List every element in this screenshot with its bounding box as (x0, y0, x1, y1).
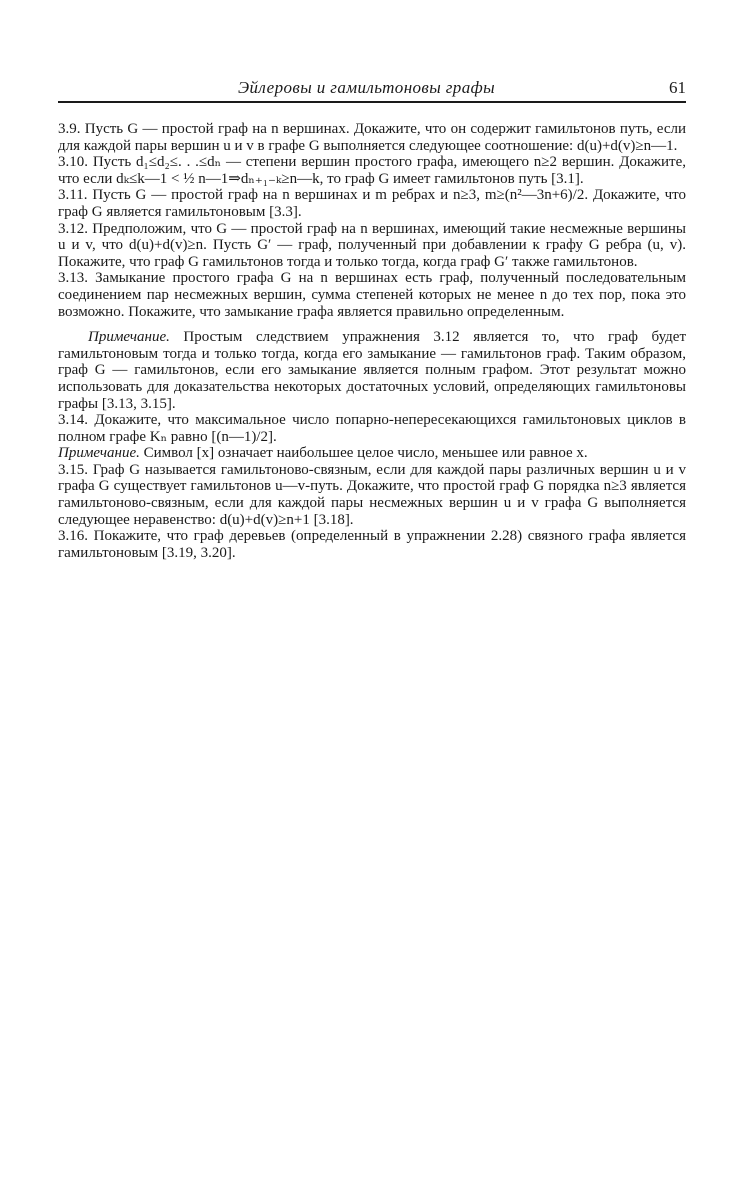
note-paragraph (58, 445, 686, 462)
exercise-number: 3.12. (58, 220, 88, 237)
exercise-text: Предположим, что G — простой граф на n вершинах, имеющий такие несмежные вершины u и v, что d(u)+d(v)≥n. Пусть G′ — граф, полученный при добавлении к графу G ребра (u, v). Покажите, что граф G гамильтонов тогда и только тогда, когда граф G′ также гамильтонов. (58, 220, 686, 270)
exercise-3-9 (58, 121, 686, 154)
note-label: Примечание. (58, 445, 140, 462)
exercise-3-14 (58, 412, 686, 445)
exercise-3-13 (58, 270, 686, 320)
exercise-3-15 (58, 462, 686, 528)
exercise-number: 3.13. (58, 270, 88, 287)
note-text: Простым следствием упражнения 3.12 является то, что граф будет гамильтоновым тогда и только тогда, когда его замыкание — гамильтонов граф. Таким образом, граф G — гамильтонов, если его замыкание является полным графом. Этот результат можно использовать для доказательства некоторых достаточных условий, определяющих гамильтоновы графы [3.13, 3.15]. (58, 329, 686, 412)
exercise-text: Докажите, что максимальное число попарно-непересекающихся гамильтоновых циклов в полном графе Kₙ равно [(n—1)/2]. (58, 412, 687, 445)
page-number: 61 (669, 78, 686, 97)
exercise-number: 3.14. (58, 412, 88, 429)
note-label: Примечание. (88, 329, 170, 346)
exercise-number: 3.11. (58, 187, 88, 204)
exercise-text: Пусть G — простой граф на n вершинах. Докажите, что он содержит гамильтонов путь, если для каждой пары вершин u и v в графе G выполняется следующее соотношение: d(u)+d(v)≥n—1. (58, 121, 687, 154)
exercise-text: Граф G называется гамильтоново-связным, если для каждой пары различных вершин u и v графа G существует гамильтонов u—v-путь. Докажите, что простой граф G порядка n≥3 является гамильтоново-связным, если для каждой пары несмежных вершин u и v графа G выполняется следующее неравенство: d(u)+d(v)≥n+1 [3.18]. (58, 461, 686, 528)
page-header (58, 76, 686, 102)
exercise-number: 3.10. (58, 154, 88, 171)
note-text: Символ [x] означает наибольшее целое число, меньшее или равное x. (143, 445, 588, 462)
note-paragraph (58, 329, 686, 412)
exercise-number: 3.9. (58, 121, 81, 137)
exercise-3-12 (58, 221, 686, 271)
exercise-number: 3.15. (58, 461, 88, 478)
exercise-text: Пусть G — простой граф на n вершинах и m ребрах и n≥3, m≥(n²—3n+6)/2. Докажите, что граф G является гамильтоновым [3.3]. (58, 187, 686, 220)
header-rule (58, 101, 686, 103)
exercise-3-16 (58, 528, 686, 561)
exercise-text: Пусть d₁≤d₂≤. . .≤dₙ — степени вершин простого графа, имеющего n≥2 вершин. Докажите, что если dₖ≤k—1 < ½ n—1⇒dₙ₊₁₋ₖ≥n—k, то граф G имеет гамильтонов путь [3.1]. (58, 154, 687, 187)
running-title: Эйлеровы и гамильтоновы графы (238, 78, 495, 97)
exercise-3-11 (58, 187, 686, 220)
exercise-number: 3.16. (58, 528, 88, 545)
exercise-text: Замыкание простого графа G на n вершинах есть граф, полученный последовательным соединением пар несмежных вершин, сумма степеней которых не менее n до тех пор, пока это возможно. Покажите, что замыкание графа является правильно определенным. (58, 270, 686, 320)
body-text (58, 121, 686, 561)
exercise-3-10 (58, 154, 686, 187)
exercise-text: Покажите, что граф деревьев (определенный в упражнении 2.28) связного графа является гамильтоновым [3.19, 3.20]. (58, 528, 686, 561)
